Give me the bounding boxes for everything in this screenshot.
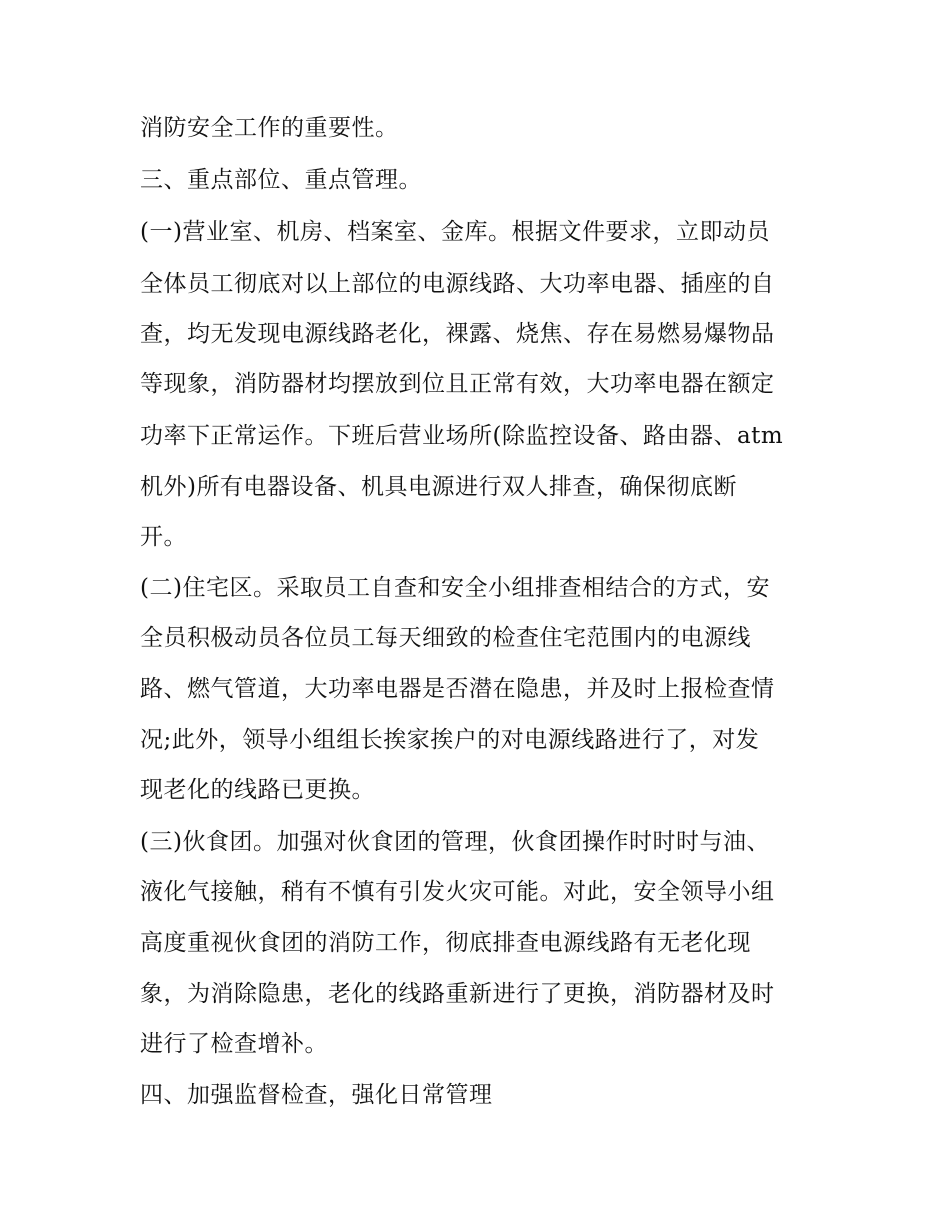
section-heading: 四、加强监督检查，强化日常管理 xyxy=(140,1082,493,1108)
text-line: (一)营业室、机房、档案室、金库。根据文件要求，立即动员 xyxy=(140,219,770,245)
text-line: 高度重视伙食团的消防工作，彻底排查电源线路有无老化现 xyxy=(140,930,751,956)
text-line: (三)伙食团。加强对伙食团的管理，伙食团操作时时时与油、 xyxy=(140,829,770,855)
text-line: 消防安全工作的重要性。 xyxy=(140,115,399,141)
text-line: 全员积极动员各位员工每天细致的检查住宅范围内的电源线 xyxy=(140,625,751,651)
section-heading: 三、重点部位、重点管理。 xyxy=(140,167,422,193)
text-line: 路、燃气管道，大功率电器是否潜在隐患，并及时上报检查情 xyxy=(140,676,775,702)
text-line: (二)住宅区。采取员工自查和安全小组排查相结合的方式，安 xyxy=(140,575,770,601)
text-line: 全体员工彻底对以上部位的电源线路、大功率电器、插座的自 xyxy=(140,271,775,297)
text-line: 等现象，消防器材均摆放到位且正常有效，大功率电器在额定 xyxy=(140,371,775,397)
text-line: 开。 xyxy=(140,524,187,550)
text-line: 功率下正常运作。下班后营业场所(除监控设备、路由器、atm xyxy=(140,423,784,449)
text-line: 现老化的线路已更换。 xyxy=(140,777,375,803)
text-line: 液化气接触，稍有不慎有引发火灾可能。对此，安全领导小组 xyxy=(140,879,775,905)
text-line: 况;此外，领导小组组长挨家挨户的对电源线路进行了，对发 xyxy=(140,727,760,753)
text-line: 机外)所有电器设备、机具电源进行双人排查，确保彻底断 xyxy=(140,474,737,500)
text-line: 象，为消除隐患，老化的线路重新进行了更换，消防器材及时 xyxy=(140,981,775,1007)
text-line: 查，均无发现电源线路老化，裸露、烧焦、存在易燃易爆物品 xyxy=(140,321,775,347)
text-line: 进行了检查增补。 xyxy=(140,1031,328,1057)
